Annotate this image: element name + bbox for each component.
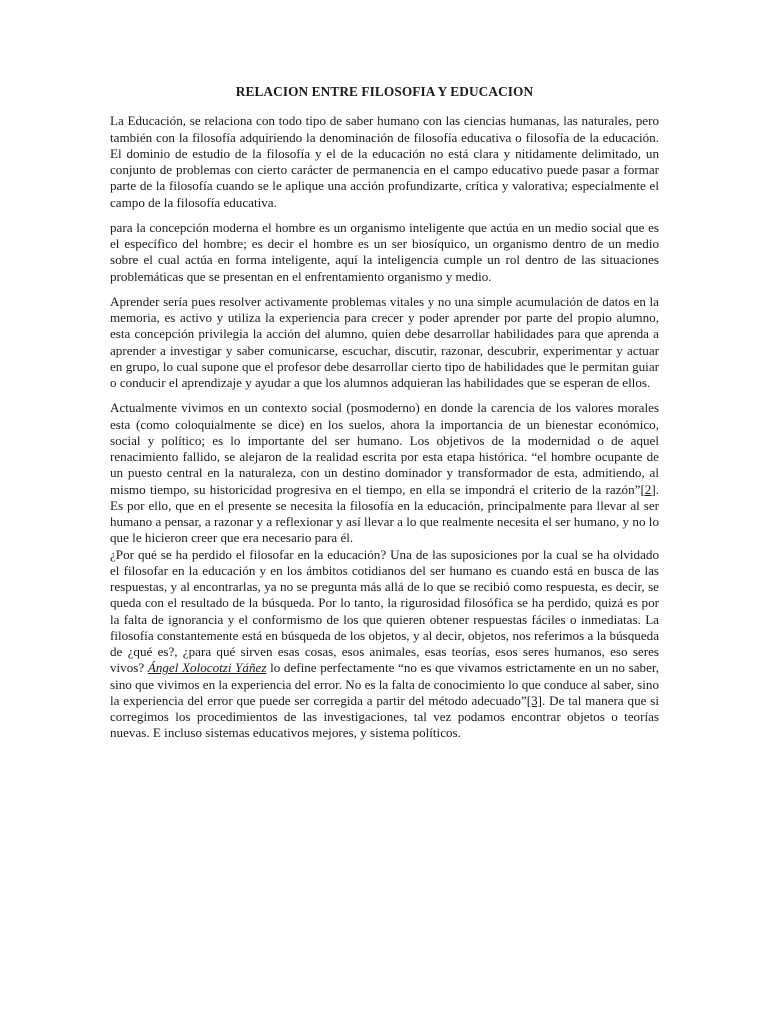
paragraph-5-text-c: . De tal manera que si corregimos los procedimientos de las investigaciones, tal vez podamos encontrar objetos o teorías nuevas. E incluso sistemas educativos mejores, y sistema políticos. (110, 692, 659, 741)
footnote-link-3[interactable]: [3] (526, 692, 543, 708)
paragraph-1: La Educación, se relaciona con todo tipo de saber humano con las ciencias humanas, las naturales, pero también con la filosofía adquiriendo la denominación de filosofía educativa o filosofía de la educación. El dominio de estudio de la filosofía y el de la educación no está clara y nitidamente delimitado, un conjunto de problemas con cierto carácter de permanencia en el campo educativo puede pasar a formar parte de la filosofía cuando se le aplique una acción profundizarte, crítica y valorativa; especialmente el campo de la filosofía educativa. (110, 113, 659, 210)
footnote-link-2[interactable]: [2] (640, 481, 656, 497)
paragraph-4-text-b: . Es por ello, que en el presente se necesita la filosofía en la educación, principalmente para llevar al ser humano a pensar, a razonar y a reflexionar y así llevar a lo que realmente necesita el ser humano, y no lo que le hicieron creer que era necesario para él. (110, 481, 659, 546)
paragraph-3: Aprender sería pues resolver activamente problemas vitales y no una simple acumulación de datos en la memoria, es activo y utiliza la experiencia para crecer y poder aprender por parte del propio alumno, esta concepción privilegia la acción del alumno, quien debe desarrollar habilidades para que aprenda a aprender a investigar y saber comunicarse, escuchar, discutir, razonar, descubrir, experimentar y actuar en grupo, lo cual supone que el profesor debe desarrollar cierto tipo de habilidades que le permitan guiar o conducir el aprendizaje y ayudar a que los alumnos adquieran las habilidades que se esperan de ellos. (110, 293, 659, 390)
document-title: RELACION ENTRE FILOSOFIA Y EDUCACION (235, 84, 534, 99)
paragraph-2: para la concepción moderna el hombre es un organismo inteligente que actúa en un medio social que es el específico del hombre; es decir el hombre es un ser biosíquico, un organismo dentro de un medio sobre el cual actúa en forma inteligente, aquí la inteligencia cumple un rol dentro de las situaciones problemáticas que se presentan en el enfrentamiento organismo y medio. (110, 219, 659, 284)
paragraph-4-text-a: Actualmente vivimos en un contexto social (posmoderno) en donde la carencia de los valores morales esta (como coloquialmente se dice) en los suelos, ahora la importancia de un bienestar económico, social y político; es lo importante del ser humano. Los objetivos de la modernidad o de aquel renacimiento fallido, se alejaron de la realidad escrita por esta etapa histórica. “el hombre ocupante de un puesto central en la naturaleza, con un destino dominador y transformador de esta, admitiendo, al mismo tiempo, su historicidad progresiva en el tiempo, en ella se impondrá el criterio de la razón” (110, 400, 659, 497)
paragraph-5-text-b: lo define perfectamente “no es que vivamos estrictamente en un no saber, sino que vivimos en la experiencia del error. No es la falta de conocimiento lo que conduce al saber, sino la experiencia del error que puede ser corregida a partir del método adecuado” (110, 660, 659, 708)
paragraph-5-text-a: ¿Por qué se ha perdido el filosofar en la educación? Una de las suposiciones por la cual se ha olvidado el filosofar en la educación y en los ámbitos cotidianos del ser humano es cuando está en busca de las respuestas, y al encontrarlas, ya no se pregunta más allá de lo que se recibió como respuesta, es decir, se queda con el resultado de la búsqueda. Por lo tanto, la rigurosidad filosófica se ha perdido, quizá es por la falta de ignorancia y el conformismo de los que quieren obtener respuestas fáciles o inmediatas. La filosofía constantemente está en búsqueda de los objetos, y al decir, objetos, nos referimos a la búsqueda de ¿qué es?, ¿para qué sirven esas cosas, esos animales, esas teorías, esos seres humanos, eso seres vivos? (110, 546, 659, 676)
author-name: Ángel Xolocotzi Yáñez (147, 660, 267, 676)
paragraph-4 (110, 400, 659, 546)
paragraph-5 (110, 547, 659, 742)
document-page (110, 84, 659, 751)
